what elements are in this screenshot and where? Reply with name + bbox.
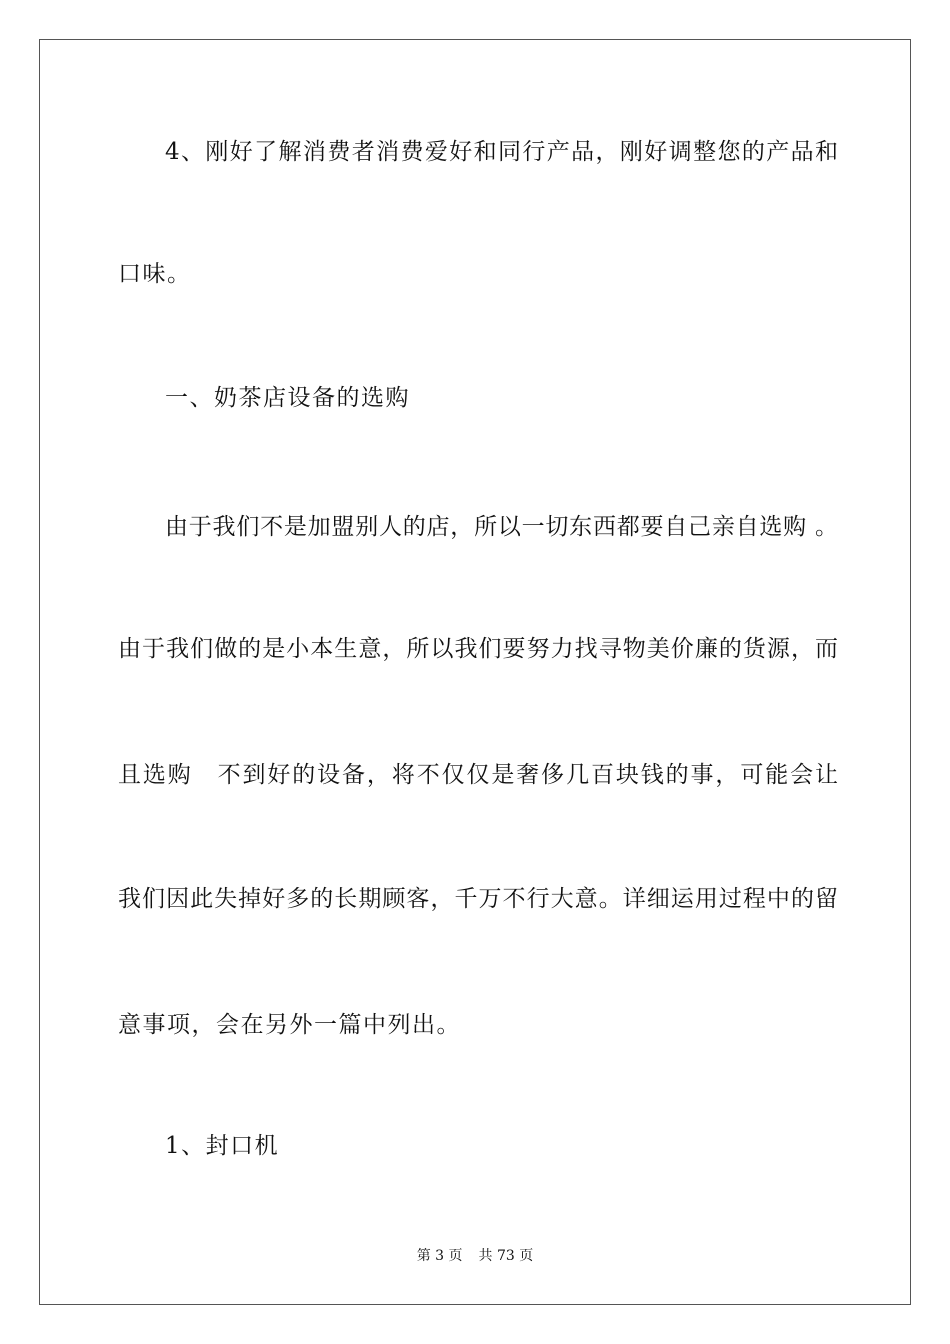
section-heading: 一、奶茶店设备的选购	[165, 385, 410, 411]
total-pages: 共 73 页	[478, 1248, 534, 1264]
paragraph-line: 由于我们做的是小本生意，所以我们要努力找寻物美价廉的货源，而	[118, 636, 838, 662]
paragraph-line: 意事项，会在另外一篇中列出。	[118, 1012, 461, 1038]
paragraph-line: 4、刚好了解消费者消费爱好和同行产品，刚好调整您的产品和	[165, 139, 838, 165]
page-number: 第 3 页	[416, 1248, 463, 1264]
list-item-heading: 1、封口机	[165, 1133, 280, 1159]
paragraph-line: 口味。	[118, 261, 192, 287]
paragraph-line: 由于我们不是加盟别人的店，所以一切东西都要自己亲自选购 。	[165, 514, 838, 540]
page-border	[39, 39, 911, 1305]
page-footer	[0, 1246, 950, 1266]
paragraph-line: 且选购 不到好的设备，将不仅仅是奢侈几百块钱的事，可能会让	[118, 762, 838, 788]
paragraph-line: 我们因此失掉好多的长期顾客，千万不行大意。详细运用过程中的留	[118, 886, 838, 912]
